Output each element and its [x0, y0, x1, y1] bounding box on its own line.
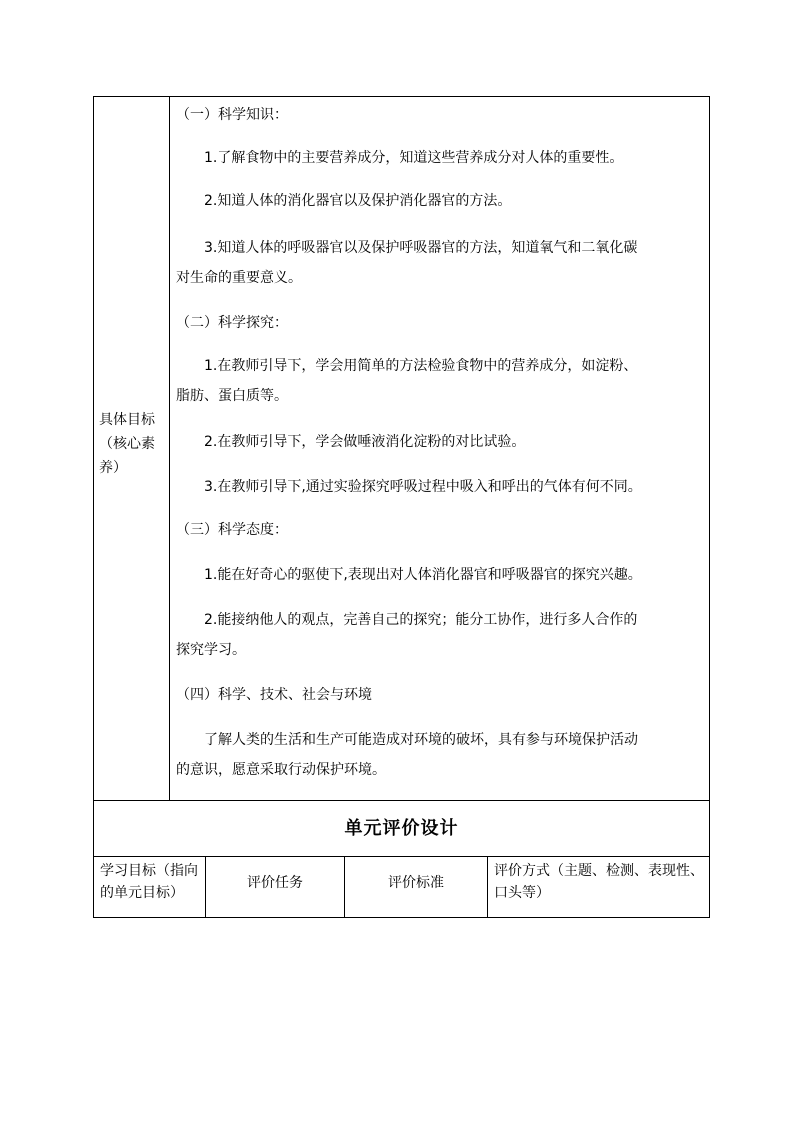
objective-item: 1.在教师引导下，学会用简单的方法检验食物中的营养成分，如淀粉、: [204, 358, 638, 374]
header-standard: 评价标准: [388, 875, 444, 891]
row-label-cell: [94, 97, 170, 800]
header-method-line: 口头等）: [494, 885, 550, 901]
objective-item: 3.在教师引导下,通过实验探究呼吸过程中吸入和呼出的气体有何不同。: [204, 479, 642, 495]
objective-item-cont: 对生命的重要意义。: [176, 270, 302, 286]
header-cell-method: [488, 856, 710, 917]
row-label-line: 养）: [99, 460, 127, 476]
objective-item-cont: 脂肪、蛋白质等。: [176, 388, 288, 404]
objective-item: 1.了解食物中的主要营养成分，知道这些营养成分对人体的重要性。: [204, 150, 624, 166]
row-label-line: （核心素: [99, 436, 155, 452]
objective-item-cont: 的意识，愿意采取行动保护环境。: [176, 762, 386, 778]
section-heading: （四）科学、技术、社会与环境: [176, 687, 372, 703]
header-task: 评价任务: [247, 875, 303, 891]
header-goal-line: 的单元目标）: [100, 885, 184, 901]
objective-item: 2.知道人体的消化器官以及保护消化器官的方法。: [204, 193, 512, 209]
objective-item: 了解人类的生活和生产可能造成对环境的破坏，具有参与环境保护活动: [204, 732, 638, 748]
evaluation-header-row: [93, 856, 710, 918]
row-label-line: 具体目标: [99, 412, 155, 428]
section-heading: （一）科学知识：: [176, 107, 288, 123]
objectives-content-cell: [170, 97, 709, 800]
objective-item-cont: 探究学习。: [176, 642, 246, 658]
objective-item: 2.在教师引导下，学会做唾液消化淀粉的对比试验。: [204, 434, 526, 450]
header-cell-goal: [94, 856, 206, 917]
evaluation-title: 单元评价设计: [344, 818, 459, 839]
header-method-line: 评价方式（主题、检测、表现性、: [494, 863, 704, 879]
header-goal-line: 学习目标（指向: [100, 863, 198, 879]
row-label: [99, 408, 167, 480]
header-cell-task: [206, 856, 345, 917]
objective-item: 3.知道人体的呼吸器官以及保护呼吸器官的方法，知道氧气和二氧化碳: [204, 240, 638, 256]
header-cell-standard: [345, 856, 488, 917]
section-heading: （二）科学探究：: [176, 315, 288, 331]
section-heading: （三）科学态度：: [176, 522, 288, 538]
objectives-table: [93, 96, 710, 800]
objective-item: 2.能接纳他人的观点，完善自己的探究；能分工协作，进行多人合作的: [204, 612, 638, 628]
objective-item: 1.能在好奇心的驱使下,表现出对人体消化器官和呼吸器官的探究兴趣。: [204, 567, 642, 583]
evaluation-title-row: [93, 800, 710, 857]
